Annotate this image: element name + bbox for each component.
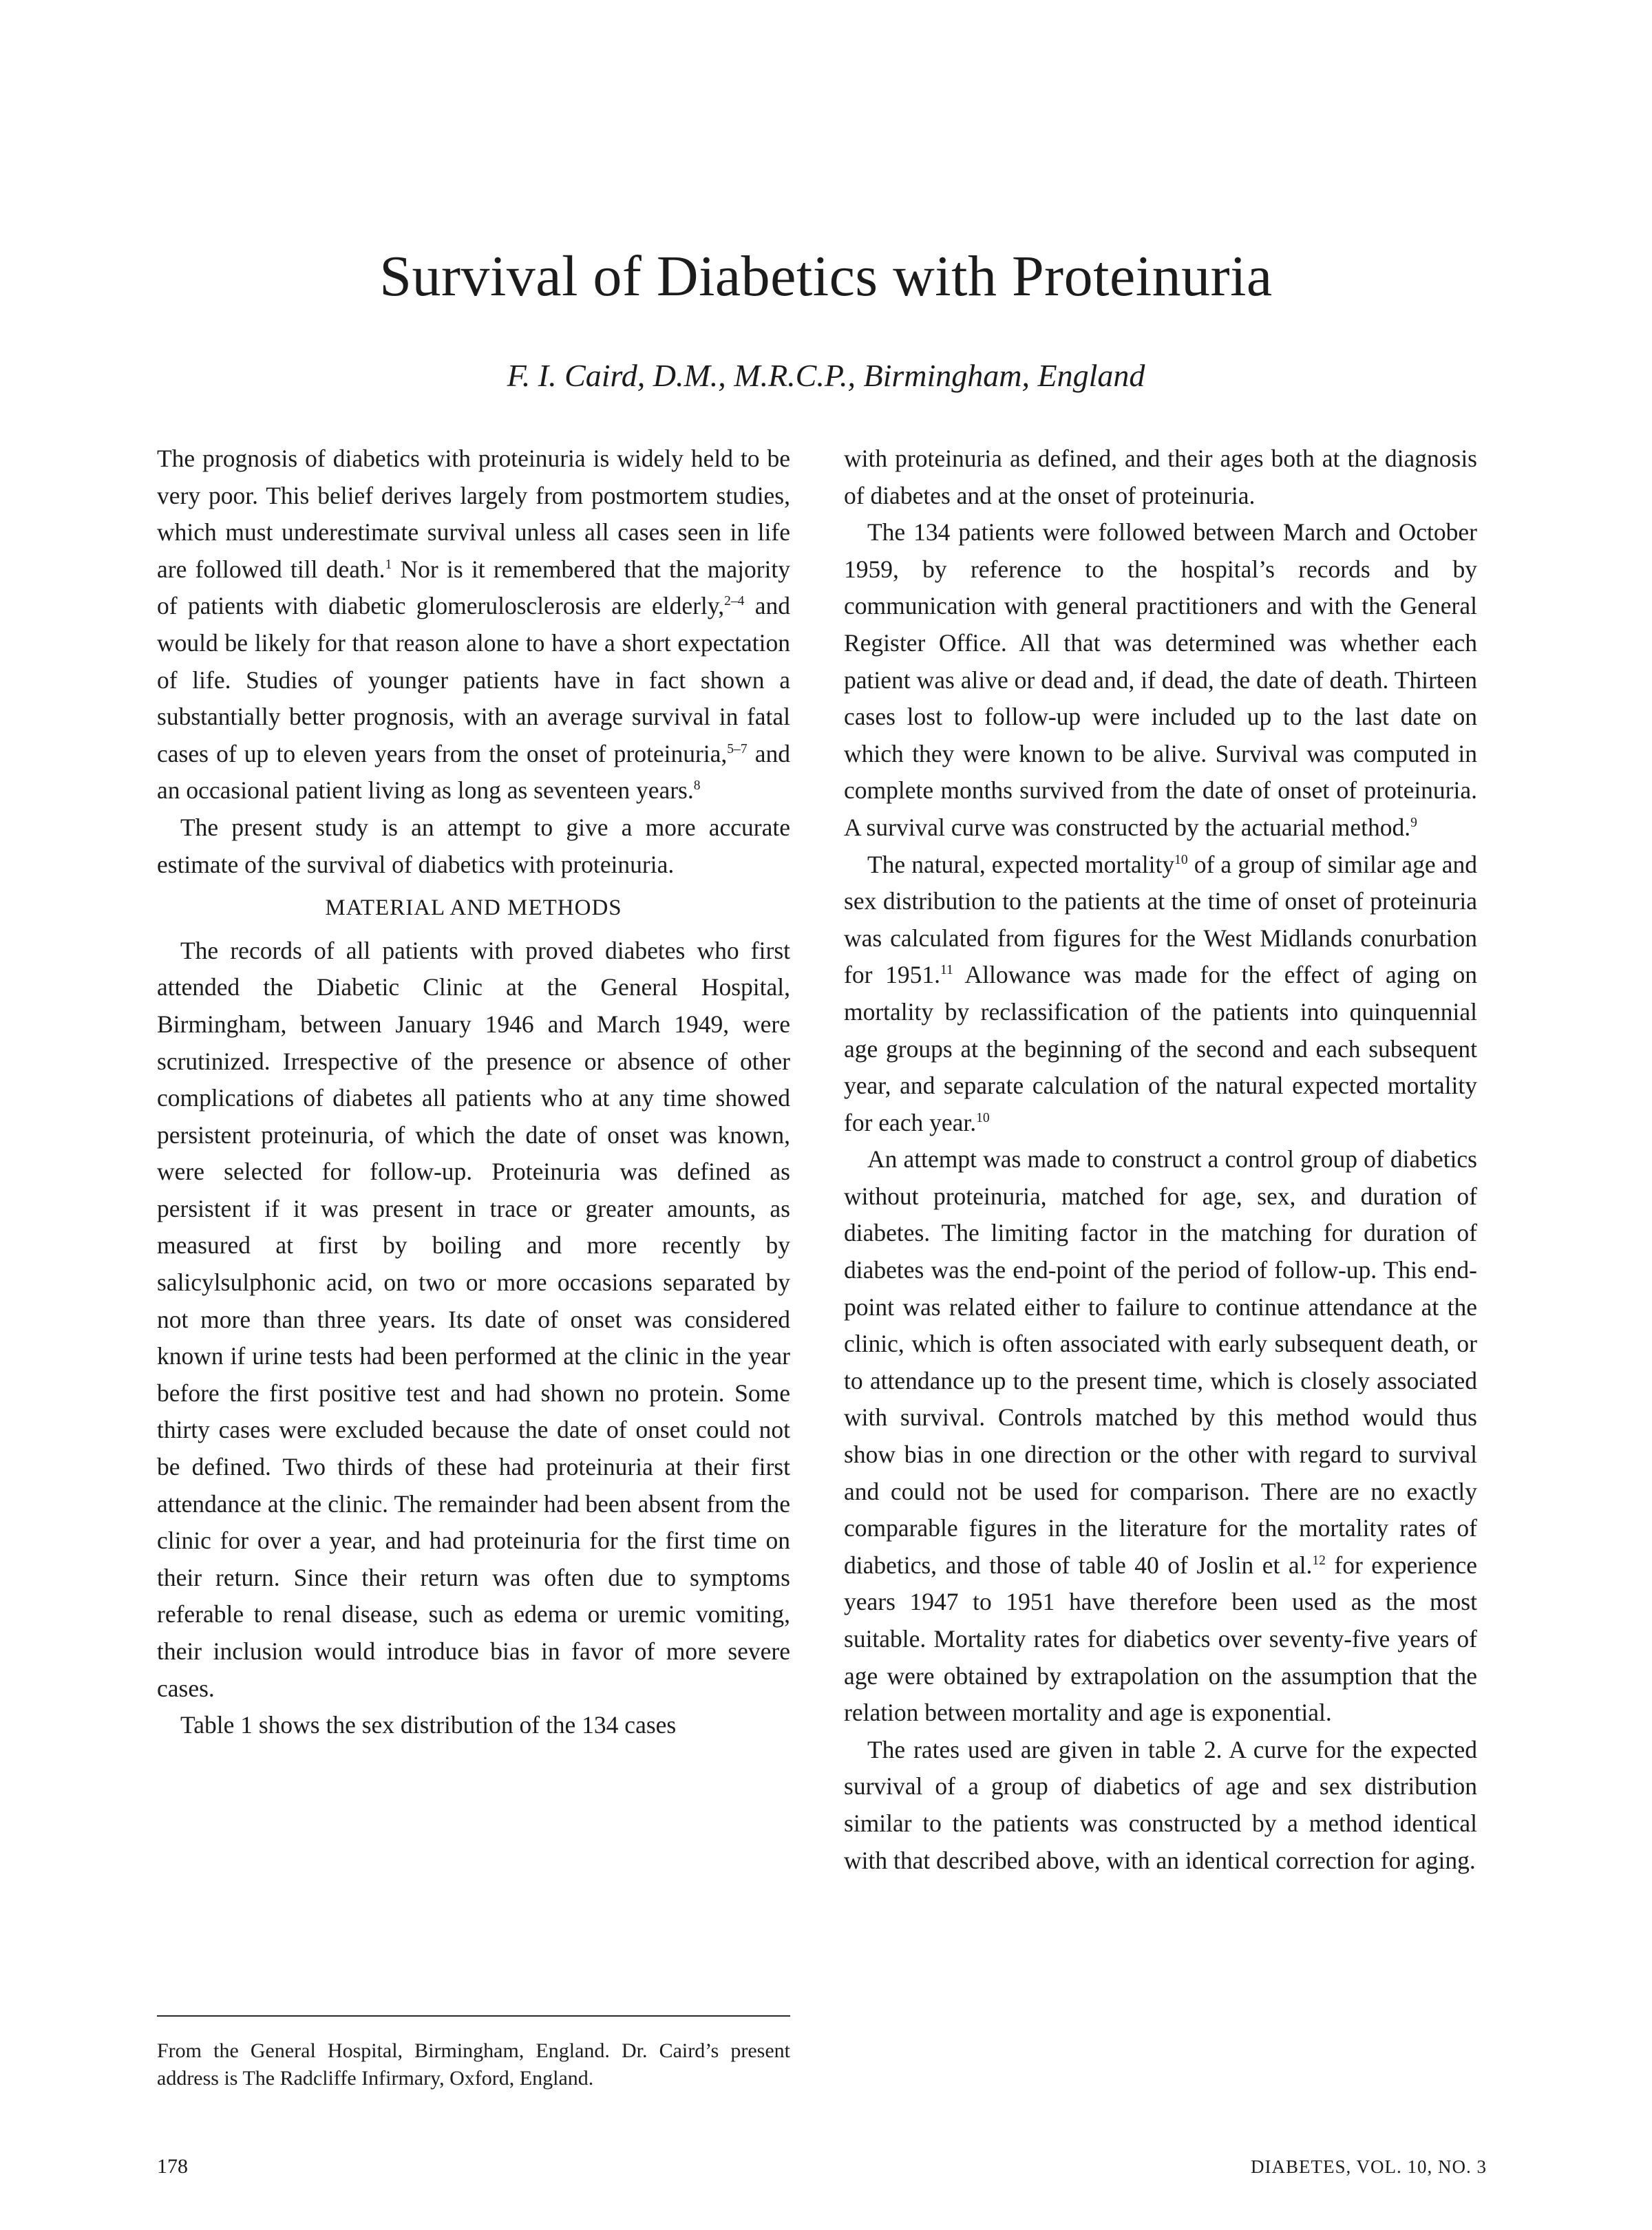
citation-superscript: 1 <box>385 557 392 572</box>
expected-mortality-paragraph <box>844 847 1477 1142</box>
journal-reference: DIABETES, VOL. 10, NO. 3 <box>1251 2156 1487 2177</box>
citation-superscript: 12 <box>1312 1553 1326 1568</box>
article-title: Survival of Diabetics with Proteinuria <box>379 244 1273 308</box>
citation-superscript: 10 <box>976 1110 990 1125</box>
citation-superscript: 9 <box>1410 816 1417 831</box>
page-number: 178 <box>157 2155 188 2178</box>
citation-superscript: 2–4 <box>724 594 745 609</box>
text-run: Allowance was made for the effect of aging on mortality by reclassification of the patients into quinquennial age groups at the beginning of the second and each subsequent year, and separate calculation of the natural expected mortality for each year. <box>844 961 1477 1136</box>
text-run: The natural, expected mortality <box>867 850 1175 878</box>
table-intro-paragraph: Table 1 shows the sex distribution of the 134 cases <box>180 1711 677 1739</box>
citation-superscript: 11 <box>940 963 953 978</box>
author-byline: F. I. Caird, D.M., M.R.C.P., Birmingham, England <box>507 358 1145 393</box>
affiliation-footnote: From the General Hospital, Birmingham, England. Dr. Caird’s present address is The Radcliffe Infirmary, Oxford, England. <box>157 2039 790 2090</box>
text-run: Nor is it remembered that the majority of patients with diabetic glomerulosclerosis are elderly, <box>157 555 790 620</box>
text-run: of a group of similar age and sex distribution to the patients at the time of onset of proteinuria was calculated from figures for the West Midlands conurbation for 1951. <box>844 850 1477 989</box>
citation-superscript: 8 <box>693 778 701 794</box>
text-run: The prognosis of diabetics with proteinuria is widely held to be very poor. This belief derives largely from postmortem studies, which must underestimate survival unless all cases seen in life are followed till death. <box>157 445 790 583</box>
footnote-rule <box>157 2015 790 2017</box>
intro-paragraph <box>157 440 790 809</box>
section-heading: MATERIAL AND METHODS <box>325 895 622 921</box>
citation-superscript: 10 <box>1174 852 1188 867</box>
control-group-paragraph <box>844 1141 1477 1732</box>
text-run: and an occasional patient living as long as seventeen years. <box>157 739 791 805</box>
right-column <box>844 440 1477 1879</box>
text-run: and would be likely for that reason alone to have a short expectation of life. Studies of younger patients have in fact shown a substantially better prognosis, with an average survival in fatal cases of up to eleven years from the onset of proteinuria, <box>157 592 790 767</box>
citation-superscript: 5–7 <box>727 741 748 756</box>
continued-paragraph: with proteinuria as defined, and their ages both at the diagnosis of diabetes and at the onset of proteinuria. <box>844 445 1477 509</box>
rates-paragraph: The rates used are given in table 2. A curve for the expected survival of a group of diabetics of age and sex distribution similar to the patients was constructed by a method identical with that described above, with an identical correction for aging. <box>844 1735 1477 1874</box>
text-run: An attempt was made to construct a control group of diabetics without proteinuria, matched for age, sex, and duration of diabetes. The limiting factor in the matching for duration of diabetes was the end-point of the period of follow-up. This end-point was related either to failure to continue attendance at the clinic, which is often associated with early subsequent death, or to attendance up to the present time, which is closely associated with survival. Controls matched by this method would thus show bias in one direction or the other with regard to survival and could not be used for comparison. There are no exactly comparable figures in the literature for the mortality rates of diabetics, and those of table 40 of Joslin et al. <box>844 1145 1477 1579</box>
text-run: The 134 patients were followed between March and October 1959, by reference to the hospital’s records and by communication with general practitioners and with the General Register Office. All that was determined was whether each patient was alive or dead and, if dead, the date of death. Thirteen cases lost to follow-up were included up to the last date on which they were known to be alive. Survival was computed in complete months survived from the date of onset of proteinuria. A survival curve was constructed by the actuarial method. <box>844 518 1477 841</box>
left-column <box>157 440 790 1744</box>
methods-paragraph: The records of all patients with proved diabetes who first attended the Diabetic Clinic at the General Hospital, Birmingham, between January 1946 and March 1949, were scrutinized. Irrespective of the presence or absence of other complications of diabetes all patients who at any time showed persistent proteinuria, of which the date of onset was known, were selected for follow-up. Proteinuria was defined as persistent if it was present in trace or greater amounts, as measured at first by boiling and more recently by salicylsulphonic acid, on two or more occasions separated by not more than three years. Its date of onset was considered known if urine tests had been performed at the clinic in the year before the first positive test and had shown no protein. Some thirty cases were excluded because the date of onset could not be defined. Two thirds of these had proteinuria at their first attendance at the clinic. The remainder had been absent from the clinic for over a year, and had proteinuria for the first time on their return. Since their return was often due to symptoms referable to renal disease, such as edema or uremic vomiting, their inclusion would introduce bias in favor of more severe cases. <box>157 936 790 1702</box>
text-run: for experience years 1947 to 1951 have therefore been used as the most suitable. Mortality rates for diabetics over seventy-five years of age were obtained by extrapolation on the assumption that the relation between mortality and age is exponential. <box>844 1551 1477 1727</box>
follow-up-paragraph <box>844 514 1477 846</box>
aim-paragraph: The present study is an attempt to give a more accurate estimate of the survival of diabetics with proteinuria. <box>157 813 790 878</box>
